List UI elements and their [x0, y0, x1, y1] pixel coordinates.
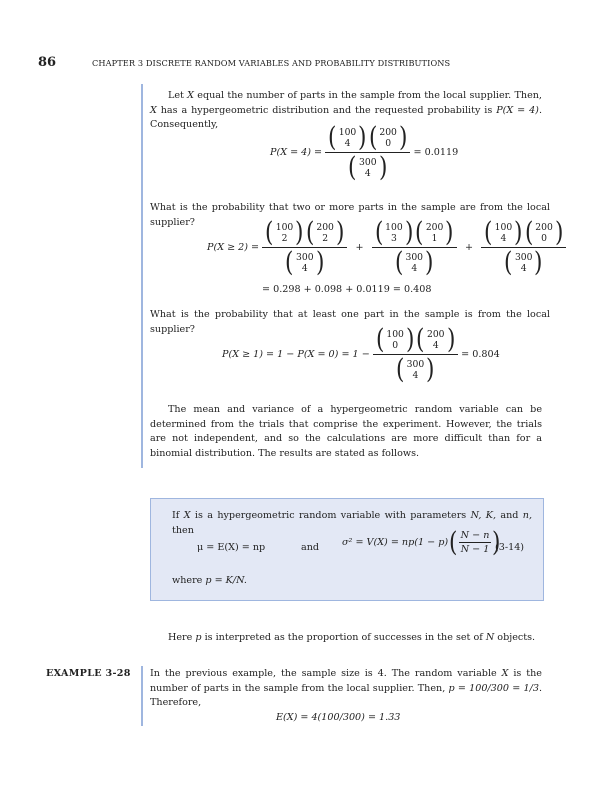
binom-top: 100	[338, 126, 357, 138]
binom-top: 300	[405, 251, 424, 263]
binomial: ( 100 3 )	[374, 217, 414, 248]
fraction-bar	[481, 247, 566, 248]
plus-sign: +	[464, 242, 474, 253]
fraction	[459, 530, 492, 555]
mean-formula: μ = E(X) = np	[197, 542, 266, 553]
binomial: ( 300 4 )	[396, 354, 435, 385]
equation-lhs: P(X ≥ 1) = 1 − P(X = 0) = 1 −	[222, 349, 370, 360]
binom-top: 100	[385, 221, 403, 233]
fraction-bar	[459, 542, 492, 543]
text-run: then	[172, 524, 194, 536]
text-run: . Therefore,	[150, 682, 542, 709]
var-n: N	[485, 632, 495, 643]
binomial: ( 100 4 )	[328, 122, 367, 153]
binomial: ( 200 4 )	[416, 324, 456, 355]
fraction	[373, 326, 458, 383]
fraction	[262, 219, 347, 276]
binom-top: 200	[379, 126, 397, 138]
binom-top: 300	[514, 251, 533, 263]
variance-fraction-group: ( $\frac{N - n}{N - 1}$ )	[449, 527, 501, 558]
binom-bottom: 0	[541, 232, 547, 244]
binom-bottom: 4	[500, 232, 507, 244]
binomial: ( 100 4 )	[484, 217, 523, 248]
p-definition: p = K/N.	[205, 575, 247, 586]
binom-bottom: 4	[364, 167, 371, 179]
text-run: is the number of parts in the sample from the local supplier. Then,	[150, 668, 542, 694]
fraction-numerator	[373, 326, 458, 353]
binomial: ( 200 1 )	[415, 217, 454, 248]
binom-top: 200	[535, 221, 553, 233]
equation-result: = 0.0119	[413, 147, 459, 158]
fraction-denominator: N − 1	[460, 544, 490, 555]
binom-top: 200	[426, 328, 445, 340]
question-at-least-one: What is the probability that at least one part in the sample is from the local supplier?	[150, 309, 550, 335]
text-run: objects.	[494, 632, 536, 643]
expected-value-equation: E(X) = 4(100/300) = 1.33	[276, 712, 401, 723]
binom-top: 100	[494, 221, 513, 233]
equation-lhs: P(X ≥ 2) =	[207, 242, 260, 253]
fraction-bar	[262, 247, 347, 248]
fraction-numerator: N − n	[460, 530, 490, 541]
binom-bottom: 4	[520, 262, 527, 274]
binom-top: 100	[275, 221, 294, 233]
binomial: ( 300 4 )	[348, 152, 388, 183]
variance-expression: σ² = V(X) = np(1 − p)	[342, 537, 449, 548]
binom-bottom: 2	[281, 232, 288, 244]
equation-p-x-ge-1	[222, 326, 500, 383]
binomial: ( 200 0 )	[524, 217, 564, 248]
binom-bottom: 4	[344, 137, 351, 149]
definition-box	[150, 498, 544, 601]
equation-result: = 0.804	[461, 349, 500, 360]
binom-top: 300	[296, 251, 314, 263]
variance-formula	[342, 529, 502, 556]
binom-bottom: 0	[392, 339, 399, 351]
text-run: equal the number of parts in the sample from the local supplier. Then,	[194, 90, 542, 101]
binom-bottom: 4	[412, 369, 419, 381]
binom-bottom: 0	[385, 137, 392, 149]
text-run: and	[496, 510, 523, 521]
text-run: Let	[168, 90, 188, 101]
fraction	[325, 124, 410, 181]
binomial: ( 300 4 )	[285, 247, 325, 278]
binom-top: 200	[425, 221, 444, 233]
margin-bar-example	[141, 666, 143, 726]
fraction-numerator	[262, 219, 347, 246]
proportion-note	[168, 631, 548, 646]
var-x: X	[501, 668, 509, 679]
plus-sign: +	[355, 242, 364, 253]
fraction-denominator	[481, 249, 566, 276]
fraction-denominator	[372, 249, 457, 276]
param-n: n,	[522, 510, 533, 521]
fraction-numerator	[325, 124, 410, 151]
mean-variance-paragraph: The mean and variance of a hypergeometric random variable can be determined from the trials that comprise the experiment. However, the trials are not independent, and so the calculations are more difficult than for a binomial distribution. The results are stated as follows.	[150, 404, 542, 459]
text-run: is interpreted as the proportion of successes in the set of	[201, 632, 486, 643]
var-x: X	[150, 104, 157, 116]
binomial: ( 200 2 )	[305, 217, 345, 248]
fraction-bar	[325, 152, 410, 153]
text-run: In the previous example, the sample size is 4. The random variable	[150, 668, 502, 679]
binomial: ( 300 4 )	[394, 247, 434, 278]
equation-lhs: P(X = 4) =	[270, 147, 323, 158]
equation-p-x-ge-2	[207, 219, 566, 276]
var-x: X	[187, 90, 195, 101]
text-run: is a hypergeometric random variable with parameters	[190, 510, 471, 521]
binom-bottom: 2	[322, 232, 329, 244]
binom-top: 300	[406, 358, 425, 370]
binomial: ( 100 2 )	[265, 217, 304, 248]
binom-bottom: 4	[301, 262, 308, 274]
text-run: where	[172, 575, 206, 586]
binomial: ( 300 4 )	[504, 247, 543, 278]
margin-bar-top	[141, 84, 143, 468]
var-p: p	[195, 632, 202, 643]
binom-top: 100	[386, 328, 404, 340]
fraction	[372, 219, 457, 276]
fraction-numerator	[372, 219, 457, 246]
page-number: 86	[38, 55, 57, 70]
binom-bottom: 1	[431, 232, 438, 244]
binom-top: 200	[316, 221, 334, 233]
binomial: ( 200 0 )	[368, 122, 408, 153]
equation-number: (3-14)	[495, 542, 525, 553]
text-run: has a hypergeometric distribution and the requested probability is	[156, 104, 497, 116]
box-where	[172, 574, 247, 589]
param-n-k: N, K,	[470, 510, 497, 521]
question-two-or-more: What is the probability that two or more parts in the sample are from the local supplier?	[150, 202, 550, 228]
and-word: and	[301, 542, 320, 553]
var-x: X	[183, 510, 191, 521]
binom-bottom: 3	[391, 232, 397, 244]
chapter-title: CHAPTER 3 DISCRETE RANDOM VARIABLES AND PROBABILITY DISTRIBUTIONS	[92, 58, 451, 68]
binom-top: 300	[359, 156, 377, 168]
equation-sum-result: = 0.298 + 0.098 + 0.0119 = 0.408	[262, 284, 432, 295]
prob-expression: P(X = 4)	[496, 104, 539, 116]
equation-p-x-4	[270, 124, 458, 181]
example-paragraph	[150, 667, 542, 711]
text-run: . Consequently,	[150, 104, 542, 131]
binom-bottom: 4	[411, 262, 418, 274]
fraction-denominator	[262, 249, 347, 276]
example-label: EXAMPLE 3-28	[46, 668, 131, 679]
fraction-denominator	[325, 154, 410, 181]
p-value-expression: p = 100/300 = 1/3	[448, 682, 539, 694]
text-run: If	[172, 510, 184, 521]
binom-bottom: 4	[432, 339, 439, 351]
fraction-numerator	[481, 219, 566, 246]
fraction-denominator	[373, 356, 458, 383]
binomial: ( 100 0 )	[375, 324, 415, 355]
fraction	[481, 219, 566, 276]
text-run: Here	[168, 632, 196, 643]
